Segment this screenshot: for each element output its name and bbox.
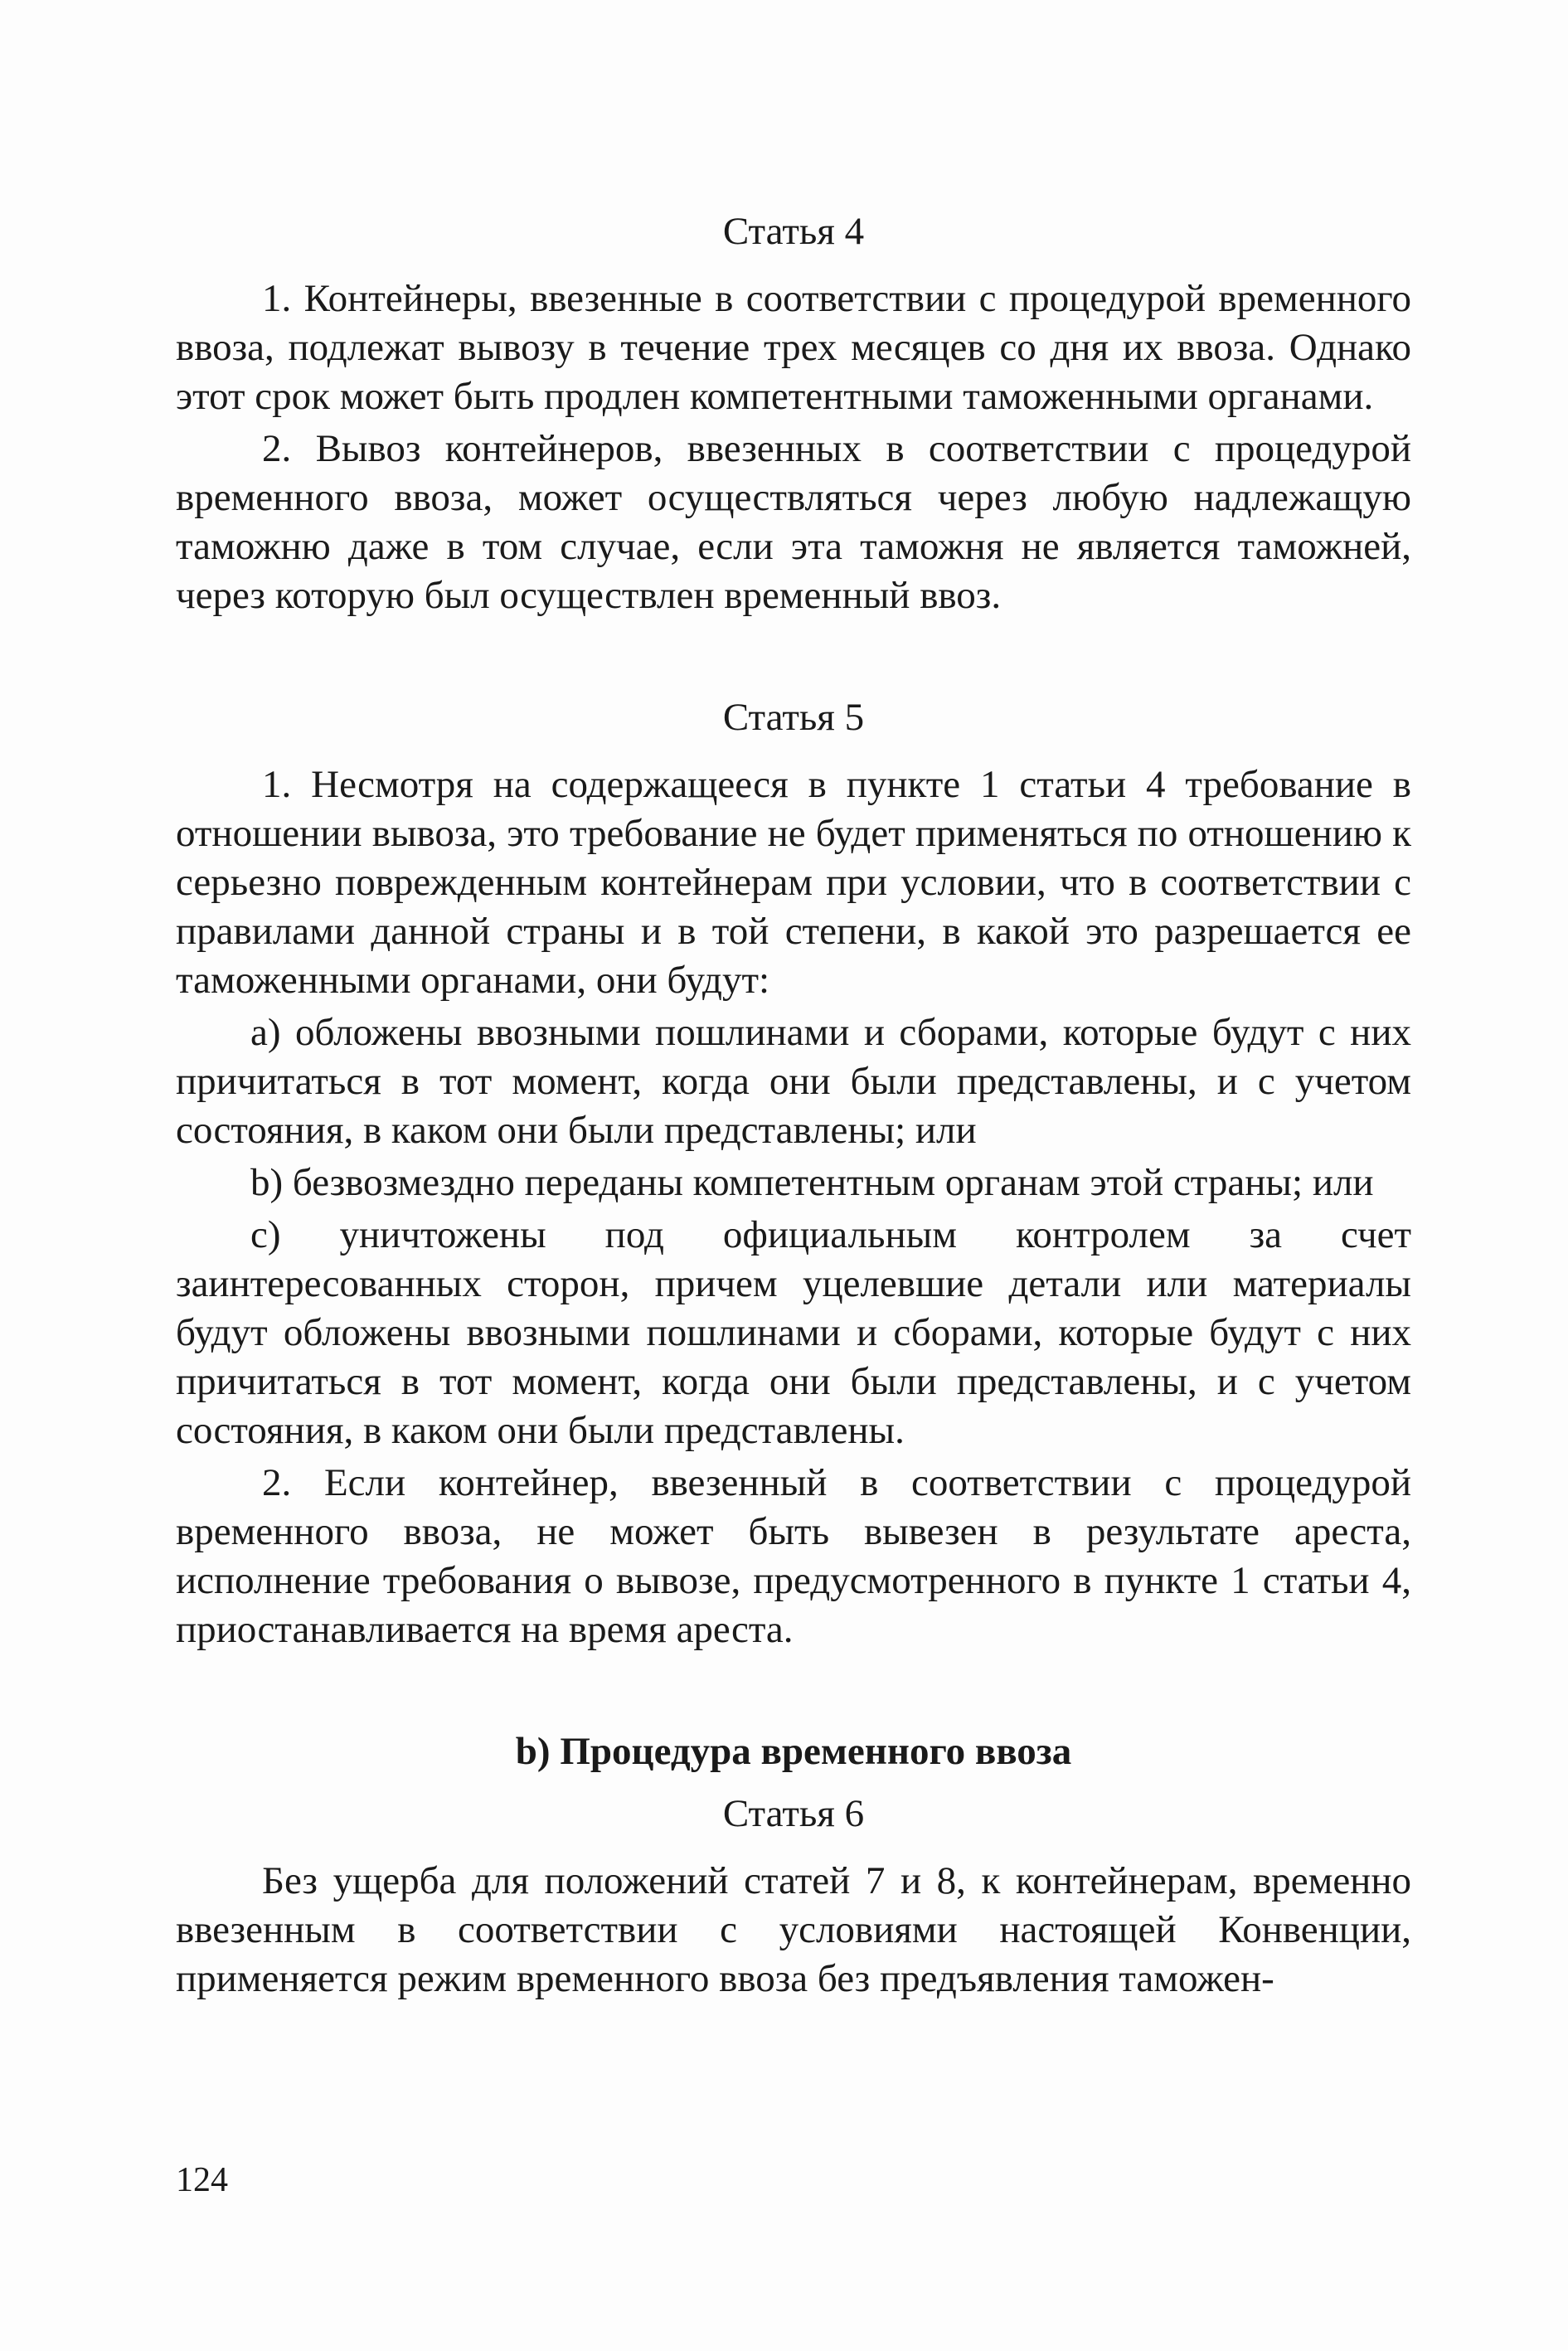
article-5-title: Статья 5	[722, 696, 865, 739]
article-5-paragraph-1: 1. Несмотря на содержащееся в пункте 1 статьи 4 требование в отношении вывоза, это требование не будет применяться по отношению к серьезно поврежденным контейнерам при условии, что в соответствии с правилами данной страны и в той степени, в какой это разрешается ее таможенными органами, они будут:	[176, 763, 1411, 1002]
article-5-item-c: c) уничтожены под официальным контролем за счет заинтересованных сторон, причем уцелевшие детали или материалы будут обложены ввозными пошлинами и сборами, которые будут с них причитаться в тот момент, когда они были представлены, и с учетом состояния, в каком они были представлены.	[176, 1213, 1411, 1452]
article-5-paragraph-2: 2. Если контейнер, ввезенный в соответствии с процедурой временного ввоза, не может быть вывезен в результате ареста, исполнение требования о вывозе, предусмотренного в пункте 1 статьи 4, приостанавливается на время ареста.	[176, 1461, 1411, 1651]
article-4-paragraph-1: 1. Контейнеры, ввезенные в соответствии с процедурой временного ввоза, подлежат вывозу в течение трех месяцев со дня их ввоза. Однако этот срок может быть продлен компетентными таможенными органами.	[176, 277, 1411, 418]
page-number: 124	[176, 2161, 228, 2199]
article-6-title: Статья 6	[722, 1792, 865, 1835]
article-6-paragraph-1: Без ущерба для положений статей 7 и 8, к контейнерам, временно ввезенным в соответствии с условиями настоящей Конвенции, применяется режим временного ввоза без предъявления таможен-	[176, 1859, 1411, 2000]
section-b-title: b) Процедура временного ввоза	[515, 1730, 1072, 1773]
article-5-item-a: a) обложены ввозными пошлинами и сборами, которые будут с них причитаться в тот момент, когда они были представлены, и с учетом состояния, в каком они были представлены; или	[176, 1011, 1411, 1152]
article-4-paragraph-2: 2. Вывоз контейнеров, ввезенных в соответствии с процедурой временного ввоза, может осуществляться через любую надлежащую таможню даже в том случае, если эта таможня не является таможней, через которую был осуществлен временный ввоз.	[176, 427, 1411, 617]
article-5-item-b: b) безвозмездно переданы компетентным органам этой страны; или	[250, 1161, 1374, 1204]
article-4-title: Статья 4	[722, 210, 865, 253]
page-content	[176, 207, 1411, 2004]
